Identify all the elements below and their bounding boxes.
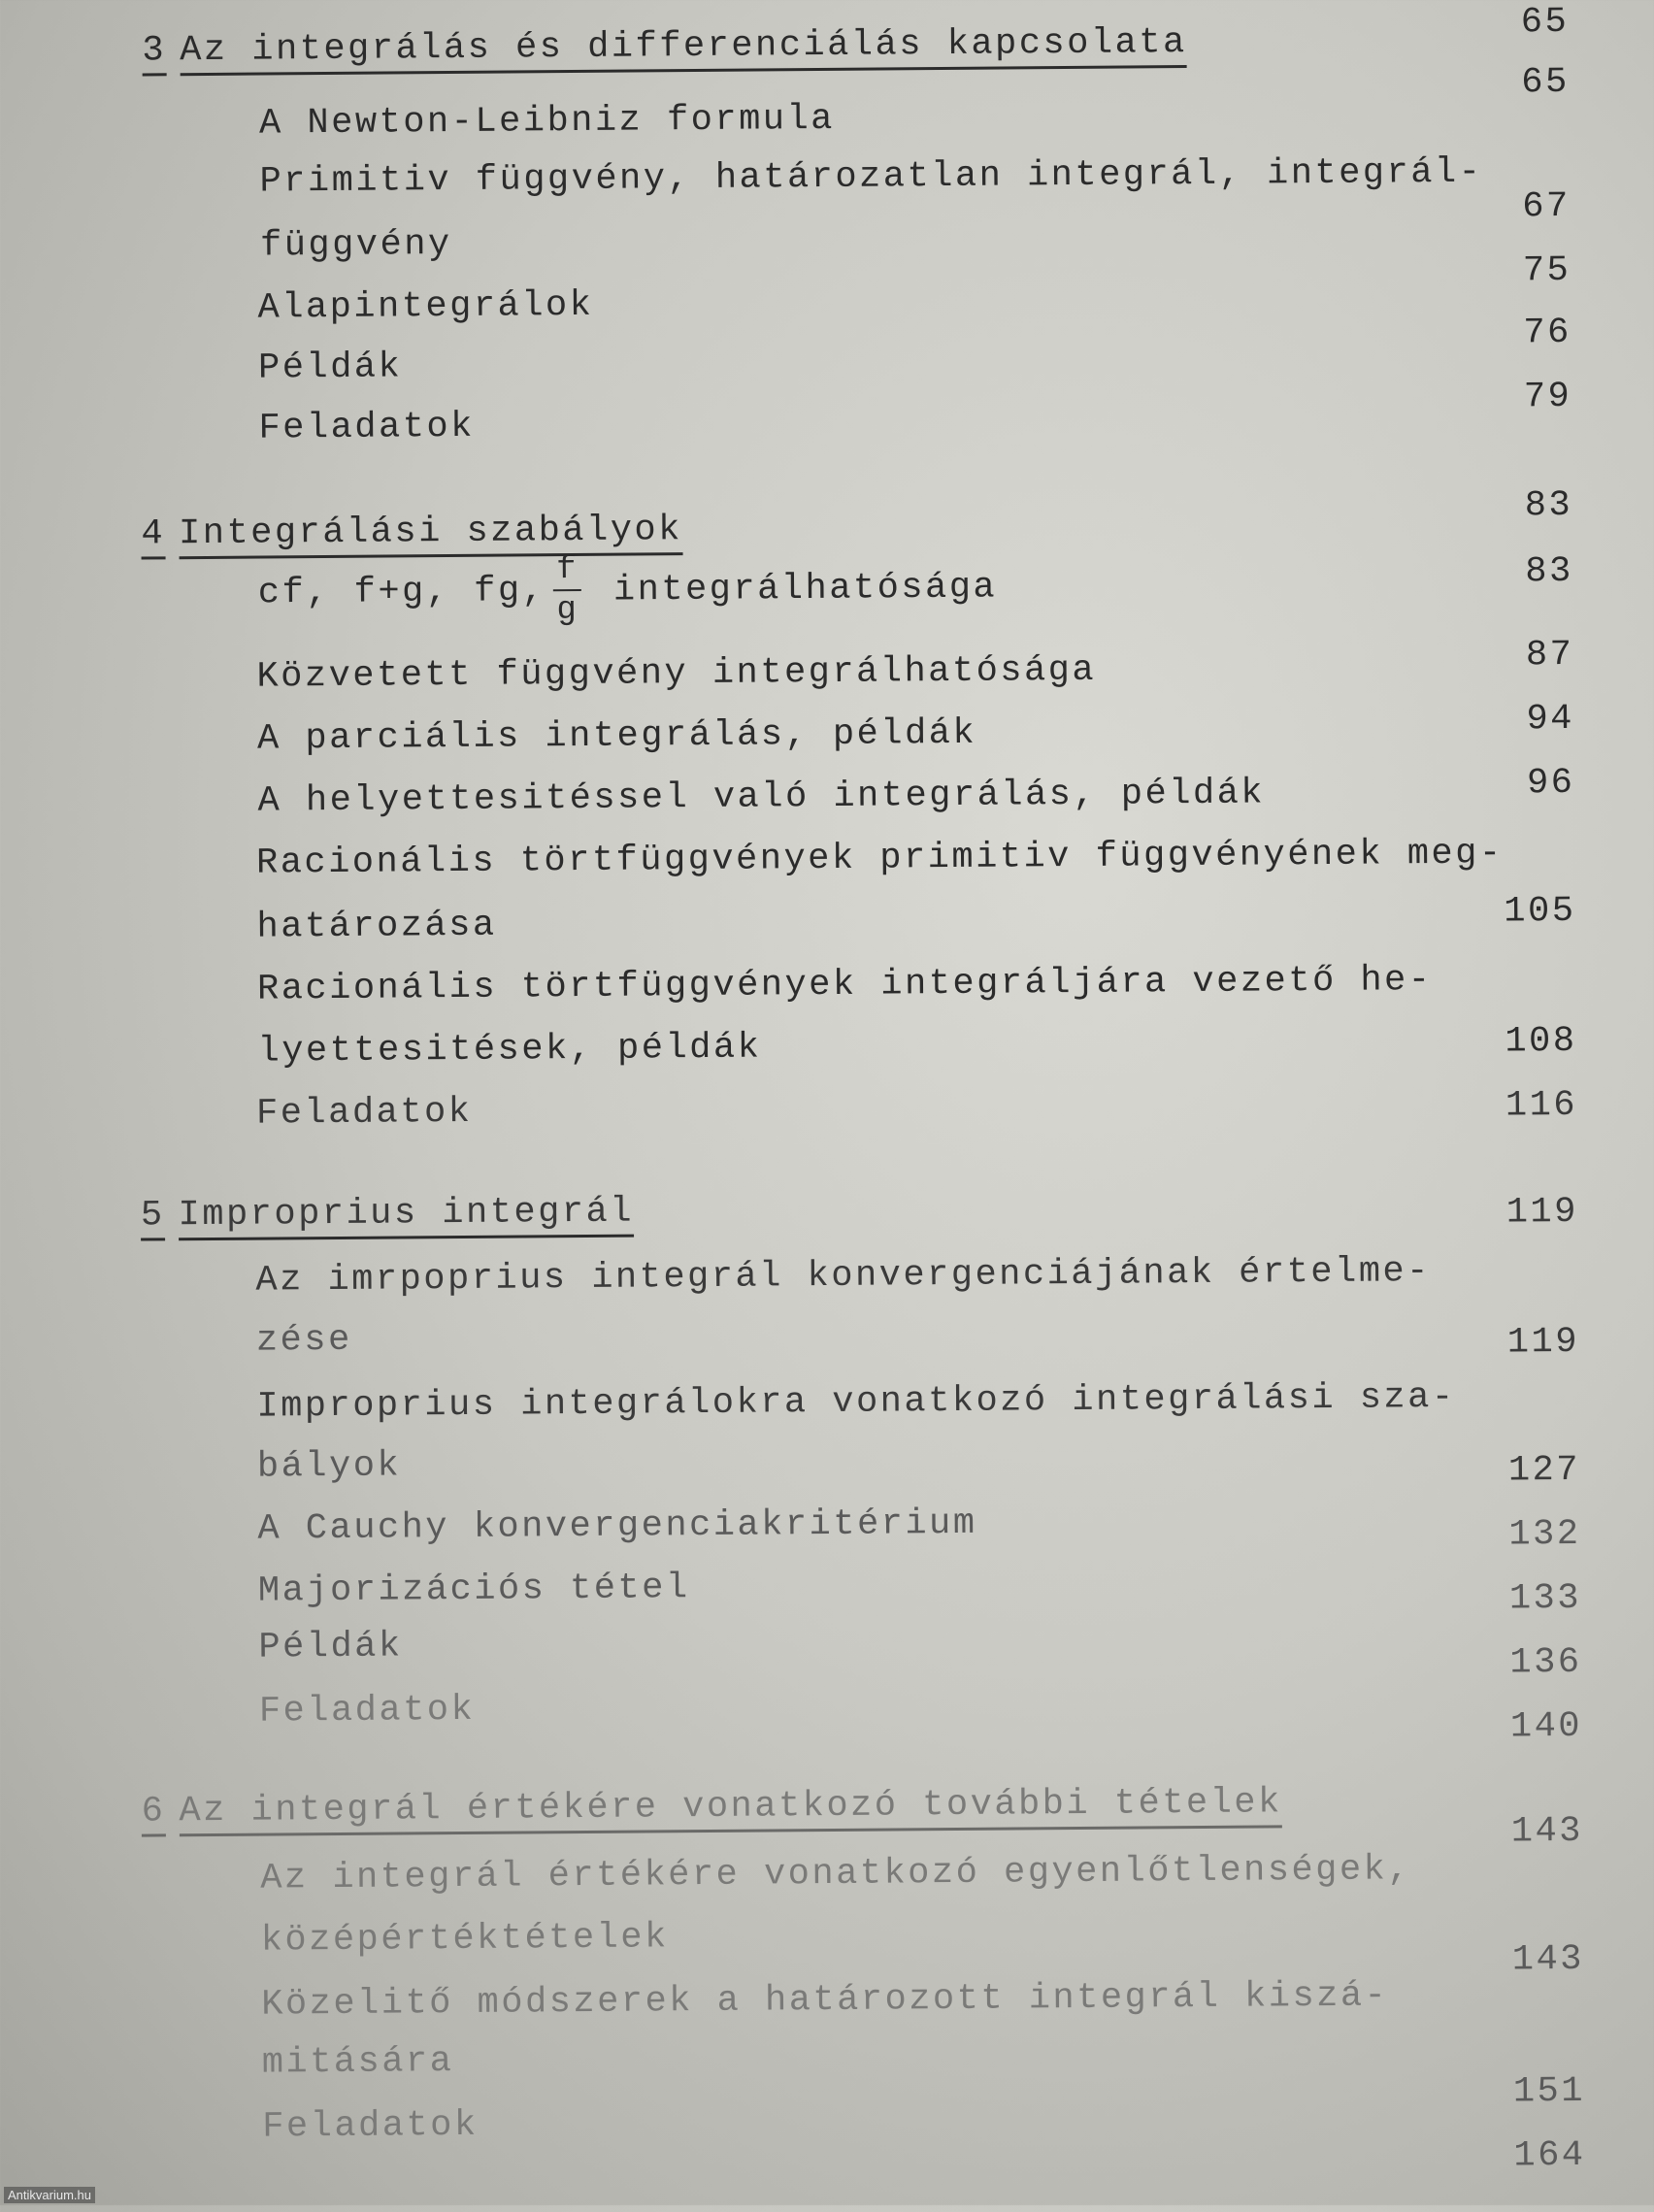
toc-entry: Az integrál értékére vonatkozó egyenlőtlenségek, bbox=[260, 1849, 1412, 1899]
toc-entry-continuation: lyettesitések, példák bbox=[257, 1027, 762, 1073]
entry-page-number: 94 bbox=[1526, 698, 1575, 741]
section-page-number: 83 bbox=[1524, 484, 1573, 527]
entry-page-number: 140 bbox=[1509, 1705, 1583, 1748]
section-title: Az integrál értékére vonatkozó további tételek bbox=[179, 1782, 1282, 1836]
toc-entry: Közelitő módszerek a határozott integrál kiszá- bbox=[261, 1975, 1389, 2026]
entry-page-number: 143 bbox=[1511, 1938, 1585, 1981]
entry-page-number: 79 bbox=[1523, 376, 1572, 418]
toc-entry: Majorizációs tétel bbox=[257, 1568, 690, 1612]
section-heading bbox=[141, 1192, 634, 1237]
section-page-number: 119 bbox=[1505, 1191, 1579, 1234]
entry-page-number: 83 bbox=[1525, 550, 1573, 593]
section-page-number: 65 bbox=[1520, 1, 1570, 44]
fraction-numerator: f bbox=[553, 553, 581, 591]
section-number: 5 bbox=[141, 1195, 165, 1240]
toc-entry: Primitiv függvény, határozatlan integrál, integrál- bbox=[259, 151, 1483, 203]
toc-entry: Racionális törtfüggvények integráljára vezető he- bbox=[256, 960, 1433, 1010]
entry-page-number: 127 bbox=[1507, 1449, 1581, 1492]
entry-page-number: 108 bbox=[1505, 1020, 1577, 1063]
entry-page-number: 116 bbox=[1505, 1084, 1578, 1127]
entry-page-number: 132 bbox=[1508, 1513, 1581, 1556]
entry-page-number: 87 bbox=[1525, 634, 1574, 677]
entry-page-number: 65 bbox=[1521, 61, 1570, 104]
toc-entry-continuation: függvény bbox=[259, 224, 452, 267]
entry-page-number: 105 bbox=[1504, 890, 1576, 933]
toc-entry: Példák bbox=[258, 1626, 403, 1668]
entry-page-number: 151 bbox=[1512, 2070, 1586, 2113]
toc-entry: Improprius integrálokra vonatkozó integrálási sza- bbox=[256, 1376, 1456, 1428]
toc-entry: A Cauchy konvergenciakritérium bbox=[257, 1502, 977, 1550]
entry-page-number: 67 bbox=[1522, 185, 1571, 228]
section-title: Integrálási szabályok bbox=[179, 510, 682, 559]
section-title: Az integrálás és differenciálás kapcsolata bbox=[180, 22, 1187, 76]
toc-entry-continuation: bályok bbox=[256, 1445, 402, 1488]
section-page-number: 143 bbox=[1510, 1810, 1584, 1853]
section-heading bbox=[141, 510, 682, 554]
toc-entry: Feladatok bbox=[258, 406, 476, 449]
toc-entry-continuation: középértéktételek bbox=[260, 1917, 669, 1962]
formula-prefix: cf, f+g, fg, bbox=[257, 571, 546, 614]
toc-entry: Az imrpoprius integrál konvergenciájának értelme- bbox=[255, 1251, 1432, 1302]
entry-page-number: 164 bbox=[1513, 2134, 1586, 2177]
toc-entry: Közvetett függvény integrálhatósága bbox=[256, 649, 1097, 698]
formula-suffix: integrálhatósága bbox=[612, 567, 998, 611]
toc-entry-continuation: zése bbox=[255, 1319, 352, 1362]
fraction bbox=[553, 550, 582, 630]
toc-entry: A helyettesitéssel való integrálás, példák bbox=[257, 773, 1266, 822]
toc-entry: A Newton-Leibniz formula bbox=[258, 98, 836, 145]
watermark: Antikvarium.hu bbox=[4, 2187, 95, 2203]
toc-entry: Feladatok bbox=[262, 2104, 479, 2148]
entry-page-number: 133 bbox=[1508, 1577, 1582, 1620]
section-number: 4 bbox=[141, 513, 165, 559]
toc-entry: A parciális integrálás, példák bbox=[256, 712, 977, 760]
toc-entry: Feladatok bbox=[258, 1689, 476, 1733]
entry-page-number: 75 bbox=[1522, 249, 1571, 292]
toc-entry: Alapintegrálok bbox=[257, 284, 594, 329]
section-heading bbox=[142, 1782, 1282, 1832]
entry-page-number: 76 bbox=[1523, 312, 1571, 354]
section-title: Improprius integrál bbox=[178, 1192, 634, 1241]
toc-entry: Racionális törtfüggvények primitiv függvényének meg- bbox=[255, 833, 1504, 884]
toc-entry-formula bbox=[258, 550, 998, 630]
entry-page-number: 119 bbox=[1506, 1321, 1580, 1364]
section-heading bbox=[142, 22, 1187, 71]
entry-page-number: 96 bbox=[1526, 762, 1575, 805]
toc-entry-continuation: határozása bbox=[256, 905, 497, 948]
section-number: 3 bbox=[142, 30, 166, 76]
toc-entry: Feladatok bbox=[255, 1091, 473, 1135]
fraction-denominator: g bbox=[556, 591, 579, 630]
toc-entry: Példák bbox=[257, 347, 403, 389]
entry-page-number: 136 bbox=[1509, 1641, 1582, 1684]
toc-entry-continuation: mitására bbox=[261, 2041, 454, 2084]
section-number: 6 bbox=[142, 1791, 166, 1836]
